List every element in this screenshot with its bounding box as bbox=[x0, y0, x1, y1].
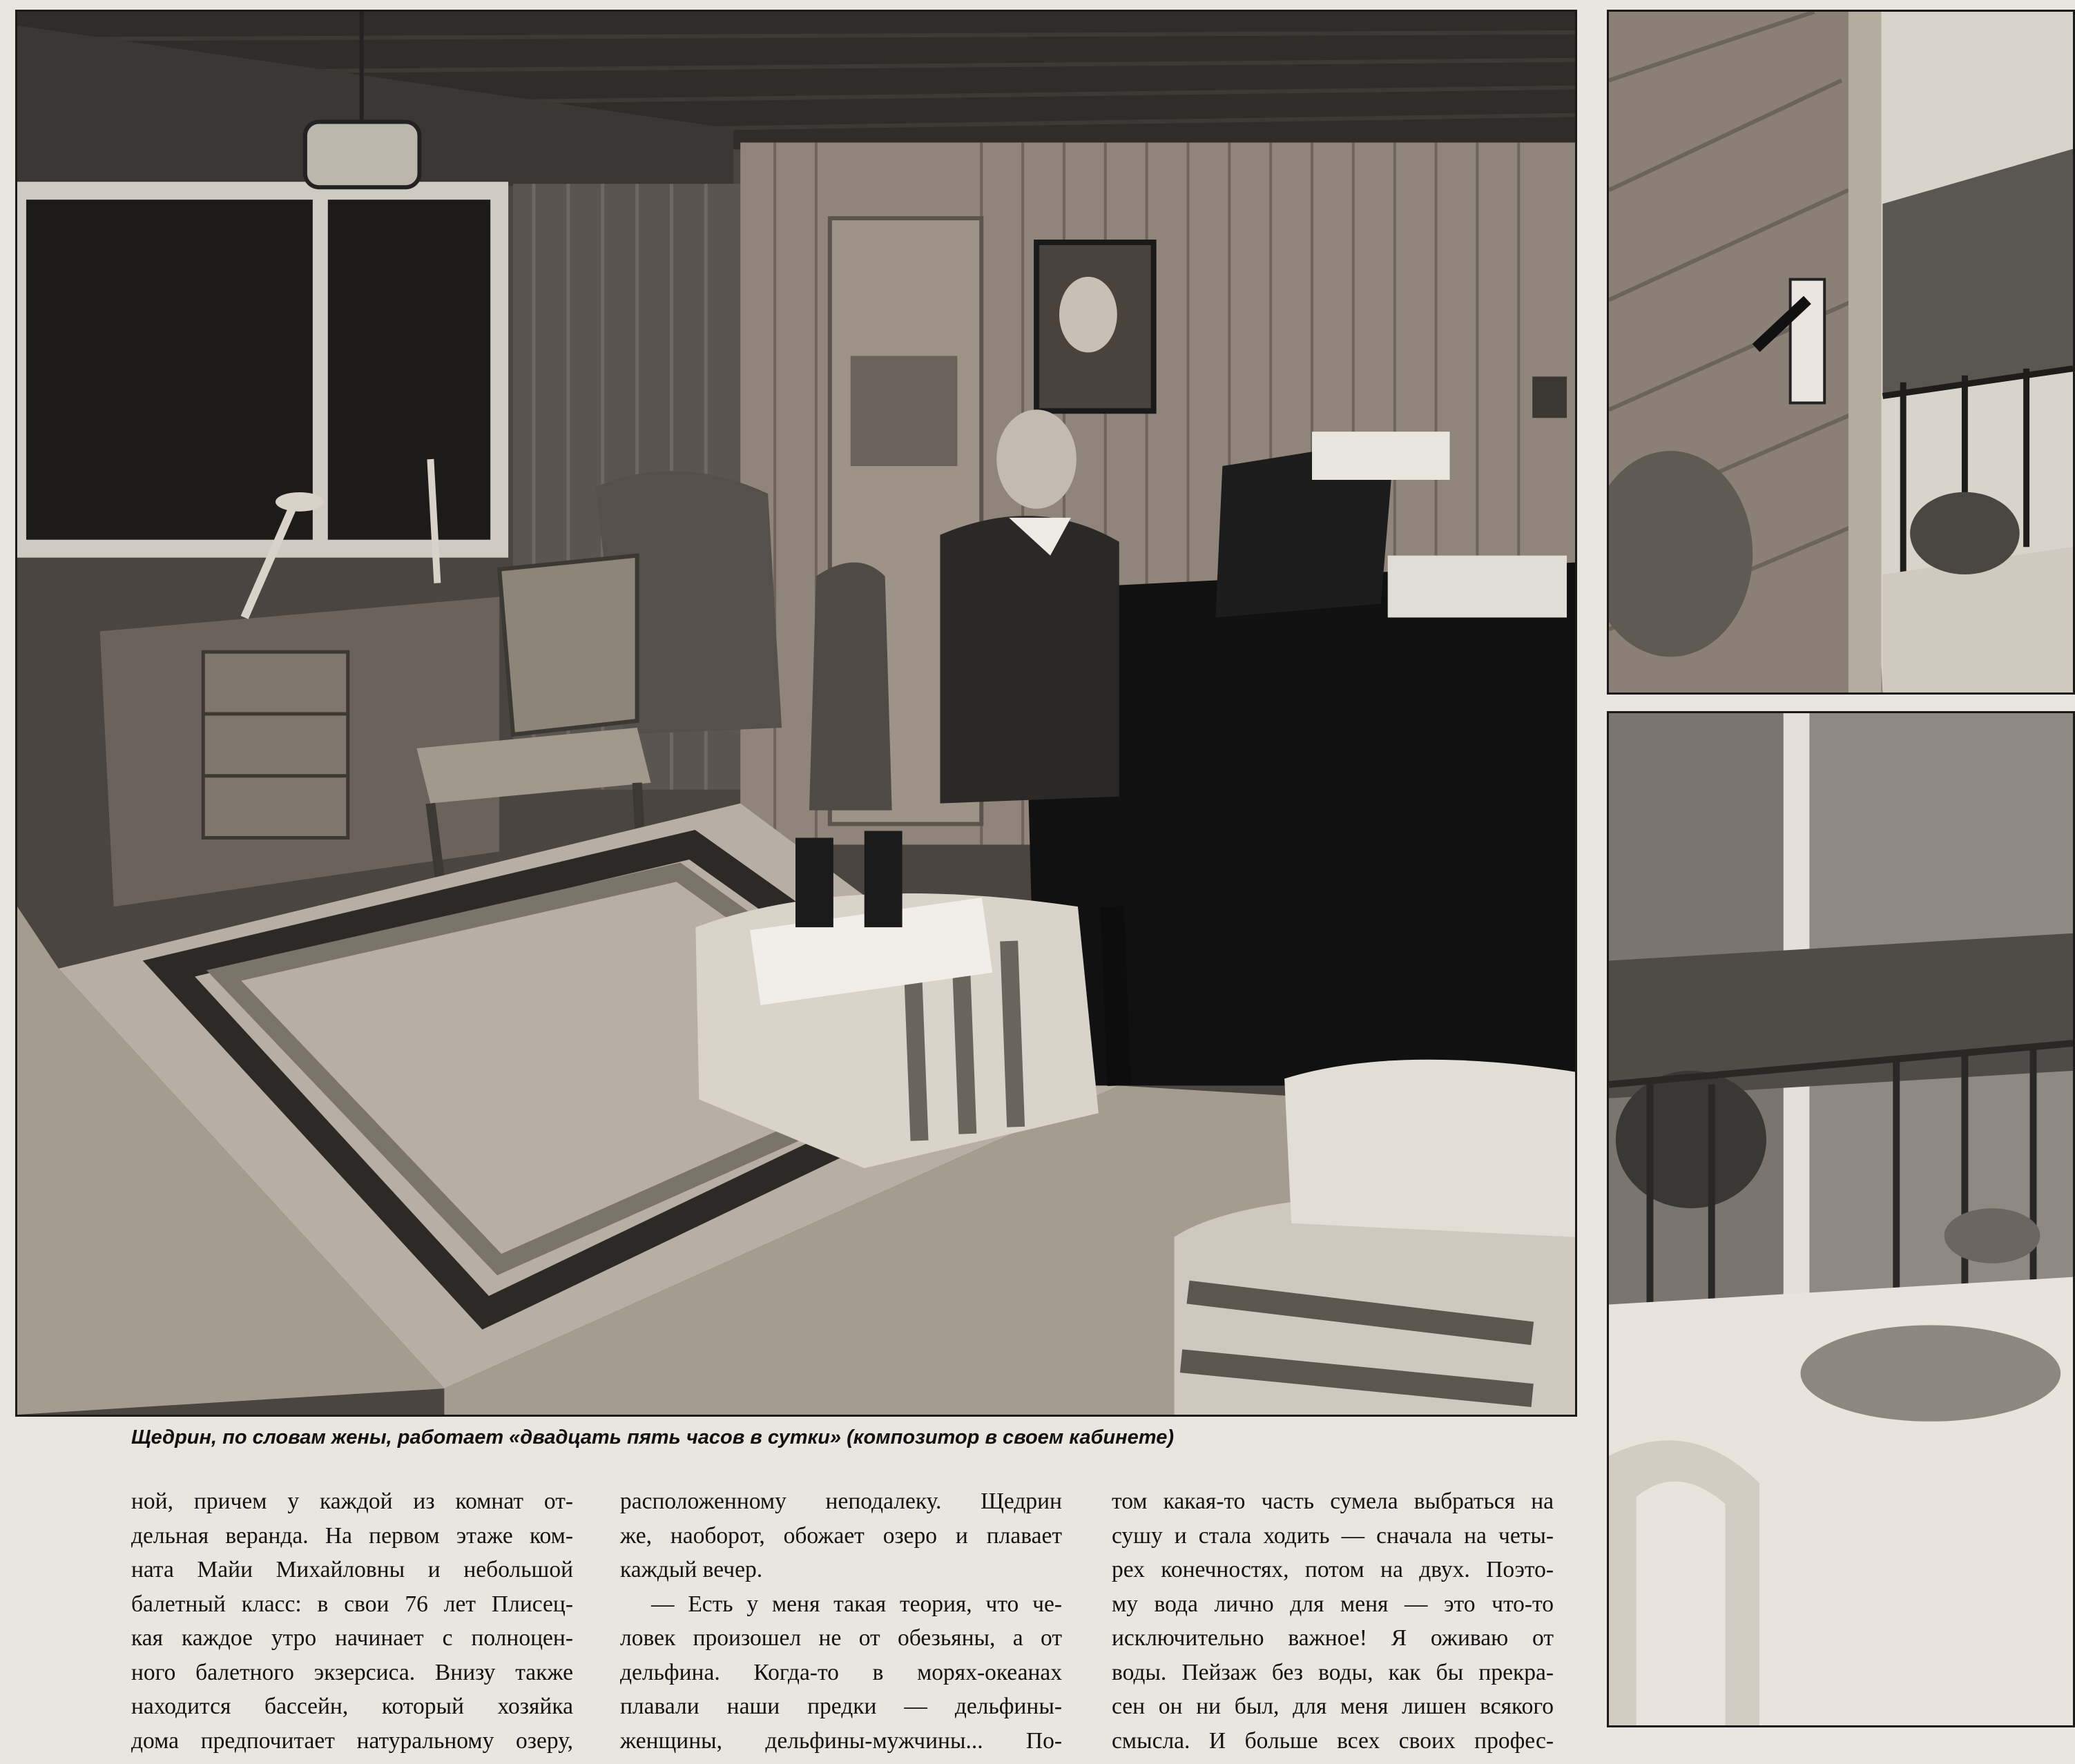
text-line: дома предпочитает натуральному озеру, bbox=[131, 1727, 573, 1754]
photo-caption: Щедрин, по словам жены, работает «двадцать пять часов в сутки» (композитор в своем кабинете) bbox=[131, 1426, 1174, 1448]
text-column-1 bbox=[131, 1484, 573, 1758]
text-line: рех конечностях, потом на двух. Поэто- bbox=[1112, 1557, 1554, 1582]
text-line: кая каждое утро начинает с полноцен- bbox=[131, 1625, 573, 1651]
text-line: ного балетного экзерсиса. Внизу также bbox=[131, 1659, 573, 1685]
study-room-illustration bbox=[17, 12, 1575, 1415]
text-line: плавали наши предки — дельфины- bbox=[620, 1694, 1062, 1719]
text-line: том какая-то часть сумела выбраться на bbox=[1112, 1489, 1554, 1514]
text-line: женщины, дельфины-мужчины... По- bbox=[620, 1727, 1062, 1754]
text-line: ной, причем у каждой из комнат от- bbox=[131, 1489, 573, 1514]
text-line: му вода лично для меня — это что-то bbox=[1112, 1591, 1554, 1617]
text-line: — Есть у меня такая теория, что че- bbox=[651, 1591, 1062, 1617]
lake-window-illustration bbox=[1609, 713, 2073, 1725]
text-line: смысла. И больше всех своих профес- bbox=[1112, 1727, 1554, 1754]
text-line: балетный класс: в свои 76 лет Плисец- bbox=[131, 1591, 573, 1617]
text-line: воды. Пейзаж без воды, как бы прекра- bbox=[1112, 1659, 1554, 1685]
text-column-2 bbox=[620, 1484, 1062, 1758]
veranda-door-photograph bbox=[1607, 10, 2075, 695]
text-line: дельная веранда. На первом этаже ком- bbox=[131, 1522, 573, 1549]
text-line: исключительно важное! Я оживаю от bbox=[1112, 1625, 1554, 1651]
text-line: находится бассейн, который хозяйка bbox=[131, 1694, 573, 1719]
lake-window-photograph bbox=[1607, 711, 2075, 1727]
text-line: сен он ни был, для меня лишен всякого bbox=[1112, 1694, 1554, 1719]
text-line: ловек произошел не от обезьяны, а от bbox=[620, 1625, 1062, 1651]
text-line: дельфина. Когда-то в морях-океанах bbox=[620, 1659, 1062, 1685]
text-line: каждый вечер. bbox=[620, 1557, 763, 1582]
text-line: расположенному неподалеку. Щедрин bbox=[620, 1489, 1062, 1514]
veranda-door-illustration bbox=[1609, 12, 2073, 692]
main-photograph bbox=[15, 10, 1577, 1417]
text-line: же, наоборот, обожает озеро и плавает bbox=[620, 1522, 1062, 1549]
text-line: ната Майи Михайловны и небольшой bbox=[131, 1557, 573, 1582]
text-line: сушу и стала ходить — сначала на четы- bbox=[1112, 1522, 1554, 1549]
text-column-3 bbox=[1112, 1484, 1554, 1758]
